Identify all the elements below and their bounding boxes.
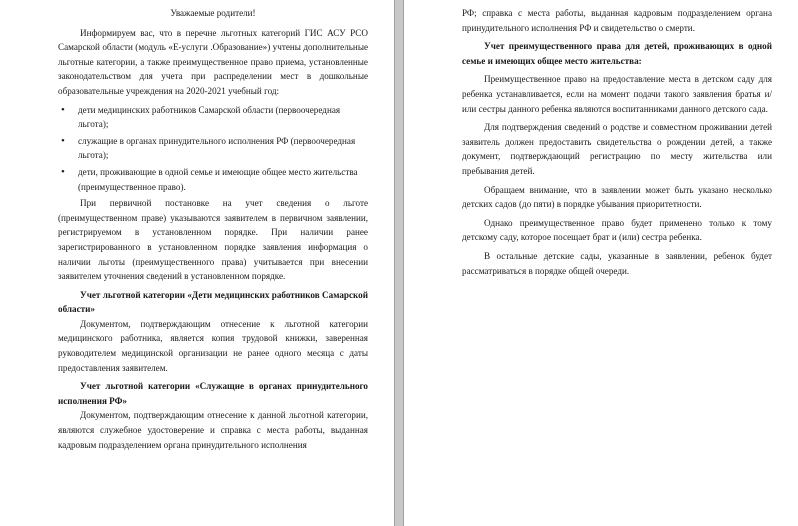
intro-paragraph: Информируем вас, что в перечне льготных категорий ГИС АСУ РСО Самарской области (модуль «Е-услуги .Образование») учтены дополнительные льготные категории, а также преимущественное право приема, установленные законодательством для учета при распределении мест в дошкольные образовательные учреждения на 2020-2021 учебный год: <box>58 27 368 96</box>
medical-workers-paragraph: Документом, подтверждающим отнесение к льготной категории медицинского работника, является копия трудовой книжки, заверенная руководителем медицинской организации не ранее одного месяца с даты предоставления заявителем. <box>58 318 368 373</box>
list-item: • дети медицинских работников Самарской области (первоочередная льгота); <box>78 103 368 132</box>
general-queue-paragraph: В остальные детские сады, указанные в заявлении, ребенок будет рассматриваться в порядке общей очереди. <box>462 250 772 276</box>
primary-registration-paragraph: При первичной постановке на учет сведения о льготе (преимущественном праве) указываются заявителем в первичном заявлении, регистрируемом в установленном порядке. При наличии ранее зарегистрированного в установленном порядке заявления информация о наличии льготы (преимущественного права) учитывается при внесении заявителем уточнения сведений в установленном порядке. <box>58 198 368 282</box>
kinship-proof-paragraph: Для подтверждения сведений о родстве и совместном проживании детей заявитель должен предоставить свидетельства о рождении детей, а также документ, подтверждающий регистрацию по месту жительства или пребывания детей. <box>462 122 772 176</box>
benefit-category-list <box>58 103 368 195</box>
medical-workers-heading: Учет льготной категории «Дети медицинских работников Самарской области» <box>58 289 368 315</box>
applied-right-paragraph: Однако преимущественное право будет применено только к тому детскому саду, которое посещает брат и (или) сестра ребенка. <box>462 217 772 243</box>
list-item: • дети, проживающие в одной семье и имеющие общее место жительства (преимущественное право). <box>78 165 368 194</box>
enforcement-servants-paragraph: Документом, подтверждающим отнесение к данной льготной категории, являются служебное удостоверение и справка с места работы, выданная кадровым подразделением органа принудительного исполнения <box>58 410 368 450</box>
document-page-right <box>403 0 798 526</box>
enforcement-servants-heading: Учет льготной категории «Служащие в органах принудительного исполнения РФ» <box>58 381 368 406</box>
document-title: Уважаемые родители! <box>170 8 256 18</box>
priority-right-heading: Учет преимущественного права для детей, проживающих в одной семье и имеющих общее место жительства: <box>462 41 772 66</box>
attention-paragraph: Обращаем внимание, что в заявлении может быть указано несколько детских садов (до пяти) в порядке убывания приоритетности. <box>462 184 772 210</box>
priority-right-paragraph: Преимущественное право на предоставление места в детском саду для ребенка устанавливается, если на момент подачи такого заявления братья и/или сестры данного ребенка являются воспитанниками данного детского сада. <box>462 74 772 114</box>
continuation-paragraph: РФ; справка с места работы, выданная кадровым подразделением органа принудительного исполнения РФ и свидетельство о смерти. <box>462 8 772 33</box>
list-item: • служащие в органах принудительного исполнения РФ (первоочередная льгота); <box>78 134 368 163</box>
document-page-left <box>0 0 395 526</box>
